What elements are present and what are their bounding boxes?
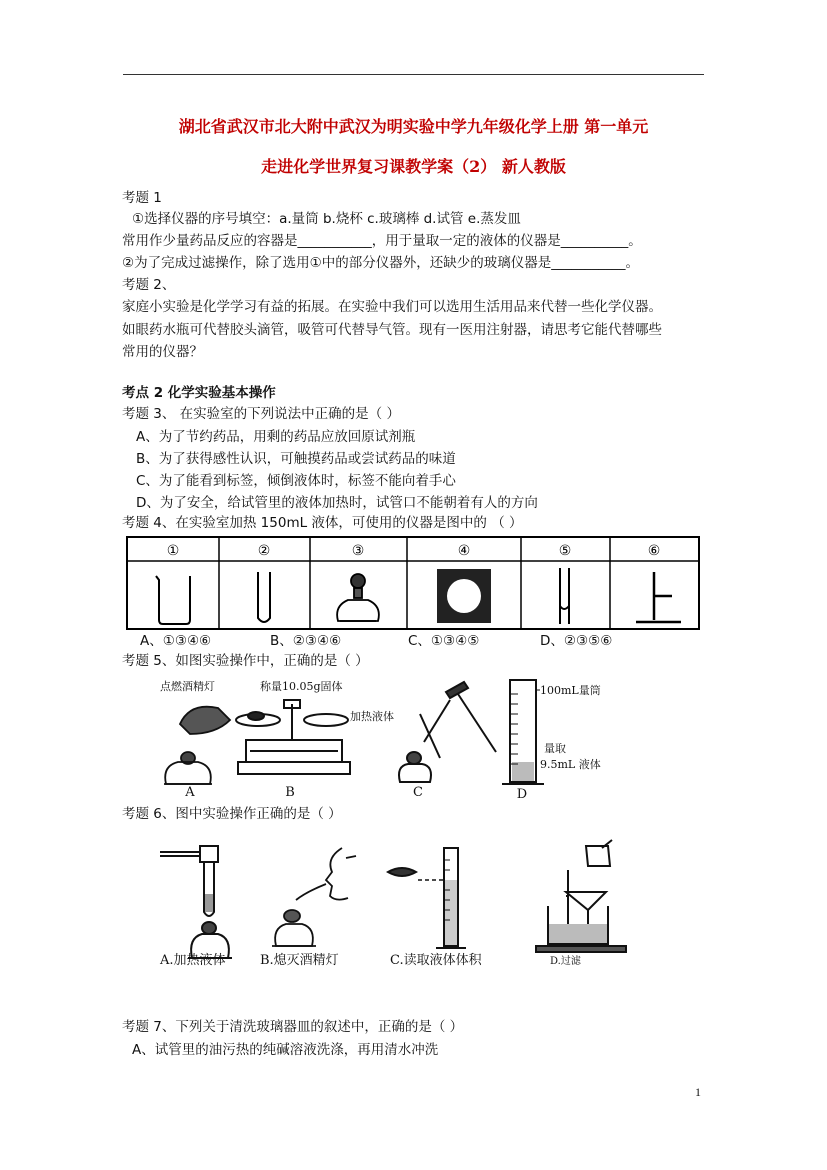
- q3-option-d: D、为了安全，给试管里的液体加热时，试管口不能朝着有人的方向: [136, 495, 538, 511]
- q5-label-cylinder: 100mL量筒: [540, 684, 601, 697]
- q4-header-5: ⑤: [558, 543, 572, 559]
- alcohol-lamp-icon: [337, 574, 379, 621]
- q2-line1: 家庭小实验是化学学习有益的拓展。在实验中我们可以选用生活用品来代替一些化学仪器。: [122, 299, 662, 315]
- q5-stem: 考题 5、如图实验操作中，正确的是（ ）: [122, 653, 369, 669]
- q5-label-light-lamp: 点燃酒精灯: [160, 680, 215, 693]
- q3-option-a: A、为了节约药品，用剩的药品应放回原试剂瓶: [136, 429, 416, 445]
- q5-label-heat-liquid: 加热液体: [350, 710, 394, 723]
- q4-stem: 考题 4、在实验室加热 150mL 液体，可使用的仪器是图中的 （ ）: [122, 515, 523, 531]
- q5-letter-a: A: [185, 785, 195, 800]
- q6-panel-b-drawing: [272, 848, 356, 946]
- page-number: 1: [695, 1085, 701, 1099]
- q6-figure: [156, 836, 636, 976]
- q1-heading: 考题 1: [122, 190, 162, 206]
- doc-title-line1: 湖北省武汉市北大附中武汉为明实验中学九年级化学上册 第一单元: [178, 117, 649, 136]
- q4-apparatus-table: [126, 536, 700, 630]
- q2-line2: 如眼药水瓶可代替胶头滴管，吸管可代替导气管。现有一医用注射器，请思考它能代替哪些: [122, 322, 662, 338]
- q6-panel-a-drawing: [160, 846, 232, 958]
- q5-panel-d-drawing: [502, 680, 544, 784]
- q4-option-a: A、①③④⑥: [140, 633, 212, 649]
- q5-letter-b: B: [285, 785, 295, 800]
- q1-instruction: ①选择仪器的序号填空：a.量筒 b.烧杯 c.玻璃棒 d.试管 e.蒸发皿: [132, 211, 521, 227]
- q5-panel-c-drawing: [399, 682, 496, 782]
- q6-caption-b: B.熄灭酒精灯: [260, 953, 339, 968]
- tongs-icon: [560, 568, 569, 624]
- q4-header-3: ③: [351, 543, 365, 559]
- iron-stand-icon: [636, 572, 681, 622]
- q4-header-1: ①: [166, 543, 180, 559]
- q3-stem: 考题 3、 在实验室的下列说法中正确的是（ ）: [122, 406, 400, 422]
- q6-caption-a: A.加热液体: [160, 953, 226, 968]
- q4-option-b: B、②③④⑥: [270, 633, 342, 649]
- q4-header-6: ⑥: [647, 543, 661, 559]
- q5-panel-a-drawing: [164, 707, 230, 784]
- gauze-icon: [437, 569, 491, 623]
- q7-option-a: A、试管里的油污热的纯碱溶液洗涤，再用清水冲洗: [132, 1042, 439, 1058]
- q2-heading: 考题 2、: [122, 277, 176, 293]
- q6-caption-d: D.过滤: [550, 956, 581, 967]
- doc-title-line2: 走进化学世界复习课教学案（2） 新人教版: [261, 157, 566, 176]
- section2-heading: 考点 2 化学实验基本操作: [122, 385, 276, 401]
- q3-option-c: C、为了能看到标签，倾倒液体时，标签不能向着手心: [136, 473, 456, 489]
- q5-label-measure1: 量取: [544, 742, 566, 755]
- q5-letter-d: D: [516, 787, 528, 802]
- q6-panel-d-drawing: [536, 840, 626, 952]
- q6-caption-c: C.读取液体体积: [390, 953, 482, 968]
- q3-option-b: B、为了获得感性认识，可触摸药品或尝试药品的味道: [136, 451, 456, 467]
- q6-stem: 考题 6、图中实验操作正确的是（ ）: [122, 806, 342, 822]
- q5-letter-c: C: [413, 785, 423, 800]
- q1-line-b: ②为了完成过滤操作，除了选用①中的部分仪器外，还缺少的玻璃仪器是___________。: [122, 255, 639, 271]
- test-tube-icon: [258, 572, 270, 622]
- q4-option-d: D、②③⑤⑥: [540, 633, 613, 649]
- q4-option-c: C、①③④⑤: [408, 633, 480, 649]
- q5-figure: [150, 674, 630, 802]
- q4-header-4: ④: [457, 543, 471, 559]
- q5-label-weigh: 称量10.05g固体: [260, 680, 343, 693]
- q4-header-2: ②: [257, 543, 271, 559]
- q1-line-a: 常用作少量药品反应的容器是___________，用于量取一定的液体的仪器是__________。: [122, 233, 642, 249]
- q6-panel-c-drawing: [388, 848, 466, 948]
- q2-line3: 常用的仪器？: [122, 344, 203, 360]
- beaker-icon: [156, 576, 190, 624]
- q5-panel-b-drawing: [236, 700, 350, 774]
- q5-label-measure2: 9.5mL 液体: [540, 758, 601, 771]
- q7-stem: 考题 7、下列关于清洗玻璃器皿的叙述中，正确的是（ ）: [122, 1019, 464, 1035]
- header-rule: [123, 74, 704, 75]
